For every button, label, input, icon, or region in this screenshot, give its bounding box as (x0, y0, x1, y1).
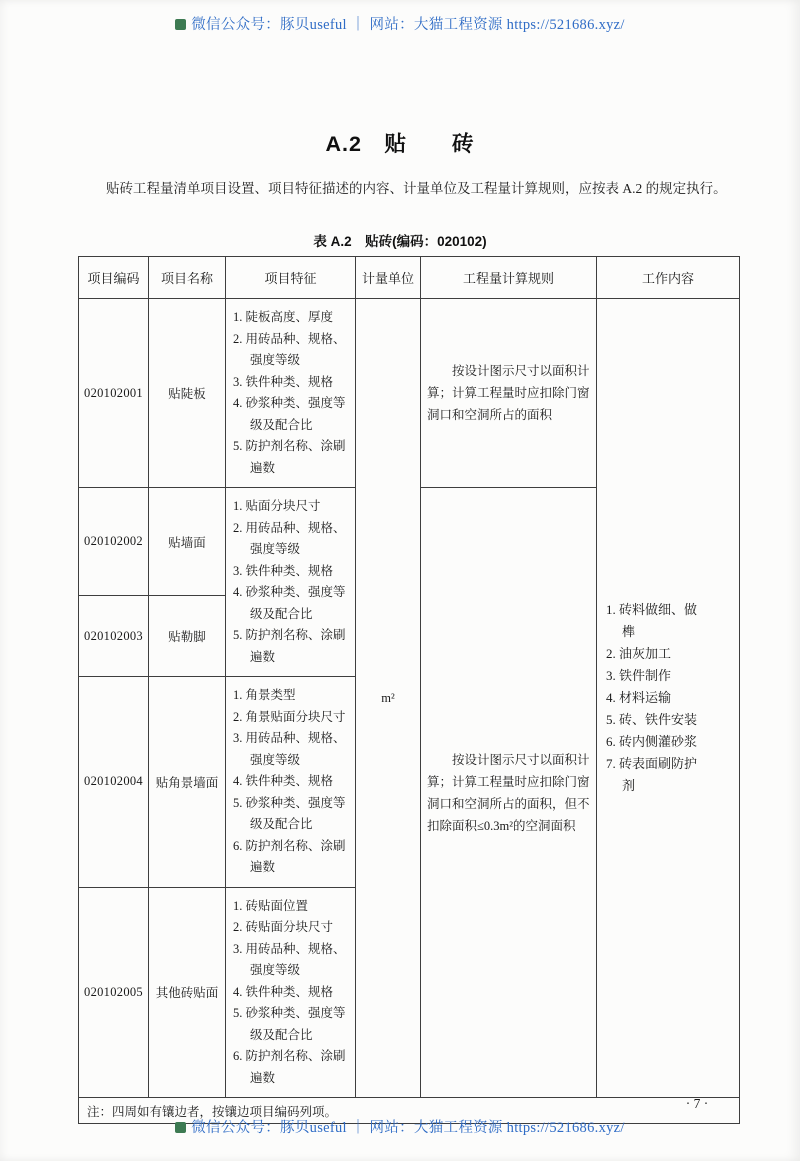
top-banner (0, 13, 800, 34)
cell-calc-rule-2 (421, 488, 597, 1098)
feature-item: 5. 防护剂名称、涂刷遍数 (233, 439, 346, 475)
feature-item: 3. 用砖品种、规格、强度等级 (233, 731, 346, 767)
feature-item: 3. 铁件种类、规格 (233, 374, 334, 389)
feature-item: 6. 防护剂名称、涂刷遍数 (233, 838, 346, 874)
feature-item: 1. 角景类型 (233, 688, 296, 702)
table-header-row (79, 257, 740, 299)
work-item: 3. 铁件制作 (606, 668, 672, 683)
cell-code: 020102002 (79, 488, 149, 596)
feature-item: 2. 角景贴面分块尺寸 (233, 709, 346, 724)
feature-item: 4. 铁件种类、规格 (233, 984, 334, 999)
cell-code: 020102001 (79, 299, 149, 488)
cell-features (226, 299, 356, 488)
calc-rule-text: 按设计图示尺寸以面积计算；计算工程量时应扣除门窗洞口和空洞所占的面积 (427, 364, 590, 422)
feature-item: 1. 陡板高度、厚度 (233, 310, 334, 324)
header-unit: 计量单位 (356, 257, 421, 299)
cell-name: 贴勒脚 (149, 596, 226, 677)
table-note: 注：四周如有镶边者，按镶边项目编码列项。 (79, 1098, 740, 1124)
header-item-code: 项目编码 (79, 257, 149, 299)
work-item: 2. 油灰加工 (606, 646, 672, 661)
header-calc-rule: 工程量计算规则 (421, 257, 597, 299)
cell-name: 贴陡板 (149, 299, 226, 488)
wechat-icon (175, 1122, 186, 1133)
feature-item: 2. 用砖品种、规格、强度等级 (233, 520, 346, 556)
calc-rule-text: 按设计图示尺寸以面积计算；计算工程量时应扣除门窗洞口和空洞所占的面积，但不扣除面积≤0.3m²的空洞面积 (427, 752, 590, 833)
feature-item: 5. 砂浆种类、强度等级及配合比 (233, 1006, 346, 1042)
top-banner-text: 微信公众号：豚贝useful ｜ 网站：大猫工程资源 https://521686.xyz/ (191, 17, 625, 33)
feature-item: 5. 防护剂名称、涂刷遍数 (233, 628, 346, 664)
cell-code: 020102003 (79, 596, 149, 677)
section-title: A.2 贴 砖 (325, 132, 475, 156)
feature-item: 1. 贴面分块尺寸 (233, 499, 321, 513)
feature-item: 6. 防护剂名称、涂刷遍数 (233, 1049, 346, 1085)
feature-item: 4. 砂浆种类、强度等级及配合比 (233, 396, 346, 432)
feature-item: 5. 砂浆种类、强度等级及配合比 (233, 795, 346, 831)
feature-item: 2. 用砖品种、规格、强度等级 (233, 331, 346, 367)
cell-code: 020102005 (79, 887, 149, 1098)
header-work-content: 工作内容 (597, 257, 740, 299)
work-item: 7. 砖表面刷防护剂 (606, 756, 698, 793)
work-item: 6. 砖内侧灌砂浆 (606, 734, 698, 749)
cell-features-shared (226, 488, 356, 677)
feature-item: 4. 铁件种类、规格 (233, 774, 334, 788)
cell-unit: m² (356, 299, 421, 1098)
cell-name: 其他砖贴面 (149, 887, 226, 1098)
cell-name: 贴角景墙面 (149, 677, 226, 888)
table-row (79, 299, 740, 488)
spec-table (78, 256, 740, 1124)
feature-item: 2. 砖贴面分块尺寸 (233, 920, 334, 934)
cell-name: 贴墙面 (149, 488, 226, 596)
work-item: 5. 砖、铁件安装 (606, 712, 698, 727)
work-item: 1. 砖料做细、做榫 (606, 602, 698, 639)
cell-features (226, 677, 356, 888)
bottom-banner-text: 微信公众号：豚贝useful ｜ 网站：大猫工程资源 https://521686.xyz/ (191, 1120, 625, 1136)
header-item-name: 项目名称 (149, 257, 226, 299)
feature-item: 3. 用砖品种、规格、强度等级 (233, 941, 346, 977)
feature-item: 4. 砂浆种类、强度等级及配合比 (233, 585, 346, 621)
work-item: 4. 材料运输 (606, 690, 672, 705)
cell-code: 020102004 (79, 677, 149, 888)
cell-work-content (597, 299, 740, 1098)
table-caption: 表 A.2 贴砖(编码：020102) (313, 234, 487, 249)
bottom-banner (0, 1116, 800, 1137)
wechat-icon (175, 19, 186, 30)
page-number: · 7 · (685, 1096, 709, 1111)
intro-paragraph: 贴砖工程量清单项目设置、项目特征描述的内容、计量单位及工程量计算规则，应按表 A.2 的规定执行。 (106, 181, 727, 196)
feature-item: 1. 砖贴面位置 (233, 898, 309, 913)
header-item-features: 项目特征 (226, 257, 356, 299)
cell-features (226, 887, 356, 1098)
feature-item: 3. 铁件种类、规格 (233, 563, 334, 578)
cell-calc-rule-1 (421, 299, 597, 488)
